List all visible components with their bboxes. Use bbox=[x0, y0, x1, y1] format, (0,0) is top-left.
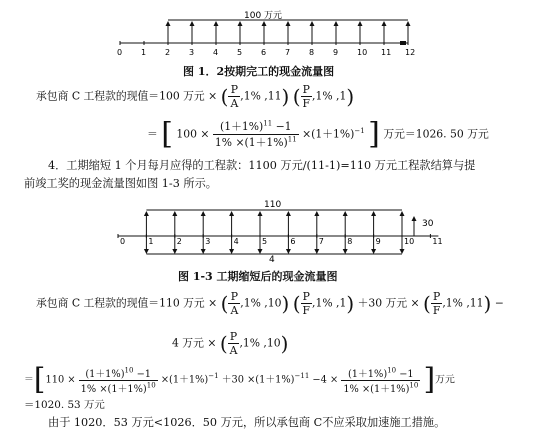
diagram1-tick-label: 8 bbox=[309, 48, 315, 57]
diagram2-penalty-arrow-head bbox=[201, 249, 206, 254]
diagram2-bonus-arrow-head bbox=[412, 216, 417, 221]
cash-flow-diagram-1 bbox=[100, 6, 430, 58]
diagram1-cash-arrow-head bbox=[214, 21, 219, 26]
diagram1-top-label: 100 万元 bbox=[244, 11, 283, 21]
diagram1-tick-label: 2 bbox=[165, 48, 171, 57]
diagram1-tick-label: 3 bbox=[189, 48, 195, 57]
diagram2-bottom-label: 4 bbox=[269, 255, 275, 265]
diagram1-cash-arrow-head bbox=[310, 21, 315, 26]
diagram1-tick-label: 4 bbox=[213, 48, 219, 57]
equation2-line3: ＝[110 × $\frac{(1+1\%)^{10} -1}{1\% \times(1+1\%)^{10}}$ $\times(1+1\%)^{-1} +30 \times(1+1\%)^{-11} -4$ × $\frac{(1+1\%)^{10} -1}{1\% \times(1+1\%)^{10}}$ ]万元 bbox=[24, 362, 455, 397]
eq1-lead: 承包商 C 工程款的现值＝100 万元 × bbox=[36, 89, 218, 103]
diagram2-tick-label: 8 bbox=[347, 237, 353, 246]
diagram1-axis-end bbox=[400, 41, 406, 45]
diagram1-cash-arrow-head bbox=[238, 21, 243, 26]
diagram2-cash-arrow-head bbox=[229, 211, 234, 216]
diagram2-penalty-arrow-head bbox=[258, 249, 263, 254]
diagram1-cash-arrow-head bbox=[286, 21, 291, 26]
diagram2-penalty-arrow-head bbox=[144, 249, 149, 254]
diagram2-penalty-arrow-head bbox=[229, 249, 234, 254]
diagram2-tick-label: 6 bbox=[290, 237, 296, 246]
diagram2-cash-arrow-head bbox=[343, 211, 348, 216]
diagram1-cash-arrow-head bbox=[358, 21, 363, 26]
diagram2-right-label: 30 bbox=[422, 219, 434, 229]
diagram1-tick-label: 12 bbox=[405, 48, 416, 57]
diagram1-cash-arrow-head bbox=[334, 21, 339, 26]
diagram2-cash-arrow-head bbox=[314, 211, 319, 216]
diagram1-tick-label: 7 bbox=[285, 48, 291, 57]
diagram2-tick-label: 10 bbox=[404, 237, 415, 246]
diagram2-tick-label: 0 bbox=[120, 237, 126, 246]
diagram1-tick-label: 5 bbox=[237, 48, 243, 57]
diagram2-cash-arrow-head bbox=[400, 211, 405, 216]
diagram2-cash-arrow-head bbox=[144, 211, 149, 216]
diagram1-tick-label: 9 bbox=[333, 48, 339, 57]
diagram2-tick-label: 9 bbox=[375, 237, 381, 246]
equation1-line1: 承包商 C 工程款的现值＝100 万元 × ( $\frac{P}{A}$ ,1% ,11) ( $\frac{P}{F}$ ,1% ,1) bbox=[36, 83, 355, 110]
diagram1-cash-arrow-head bbox=[406, 21, 411, 26]
diagram2-top-label: 110 bbox=[264, 200, 282, 210]
paragraph-4-line1: 4．工期缩短 1 个月每月应得的工程款：1100 万元/(11-1)=110 万元工程款结算与提 bbox=[48, 159, 476, 172]
diagram1-caption: 图 1．2按期完工的现金流量图 bbox=[183, 65, 335, 78]
diagram2-cash-arrow-head bbox=[258, 211, 263, 216]
diagram2-penalty-arrow-head bbox=[314, 249, 319, 254]
diagram2-caption: 图 1-3 工期缩短后的现金流量图 bbox=[178, 270, 338, 283]
diagram2-cash-arrow-head bbox=[286, 211, 291, 216]
diagram2-penalty-arrow-head bbox=[286, 249, 291, 254]
diagram2-tick-label: 7 bbox=[318, 237, 324, 246]
diagram1-cash-arrow-head bbox=[262, 21, 267, 26]
equation1-line2: ＝ [ 100 × $\frac{(1+1\%)^{11} -1}{1\% \times(1+1\%)^{11}}$ $\times(1+1\%)^{-1}$ ] 万元＝1026. 50 万元 bbox=[147, 116, 489, 152]
diagram2-tick-label: 4 bbox=[233, 237, 239, 246]
diagram1-cash-arrow-head bbox=[190, 21, 195, 26]
diagram2-tick-label: 11 bbox=[432, 237, 443, 246]
diagram2-tick-label: 1 bbox=[148, 237, 154, 246]
equation2-line2: 4 万元 × ( $\frac{P}{A}$ ,1% ,10) bbox=[172, 330, 289, 357]
diagram1-cash-arrow-head bbox=[166, 21, 171, 26]
conclusion: 由于 1020．53 万元<1026．50 万元，所以承包商 C不应采取加速施工措施。 bbox=[48, 416, 446, 429]
diagram2-tick-label: 2 bbox=[176, 237, 182, 246]
diagram1-tick-label: 11 bbox=[381, 48, 392, 57]
diagram2-cash-arrow-head bbox=[172, 211, 177, 216]
diagram2-cash-arrow-head bbox=[371, 211, 376, 216]
diagram2-cash-arrow-head bbox=[201, 211, 206, 216]
diagram2-penalty-arrow-head bbox=[343, 249, 348, 254]
equation2-line1: 承包商 C 工程款的现值＝110 万元 × ( $\frac{P}{A}$ ,1% ,10) ( $\frac{P}{F}$ ,1% ,1) ＋30 万元 × ( $\frac{P}{F}$ ,1% ,11) − bbox=[36, 290, 504, 317]
diagram2-penalty-arrow-head bbox=[172, 249, 177, 254]
diagram1-tick-label: 0 bbox=[117, 48, 123, 57]
diagram1-tick-label: 6 bbox=[261, 48, 267, 57]
diagram1-cash-arrow-head bbox=[382, 21, 387, 26]
diagram2-tick-label: 5 bbox=[262, 237, 268, 246]
cash-flow-diagram-2 bbox=[104, 196, 444, 266]
diagram1-tick-label: 10 bbox=[357, 48, 368, 57]
paragraph-4-line2: 前竣工奖的现金流量图如图 1-3 所示。 bbox=[24, 177, 217, 190]
diagram2-tick-label: 3 bbox=[205, 237, 211, 246]
diagram1-tick-label: 1 bbox=[141, 48, 147, 57]
diagram2-penalty-arrow-head bbox=[371, 249, 376, 254]
equation2-result: ＝1020. 53 万元 bbox=[24, 399, 105, 411]
diagram2-penalty-arrow-head bbox=[400, 249, 405, 254]
